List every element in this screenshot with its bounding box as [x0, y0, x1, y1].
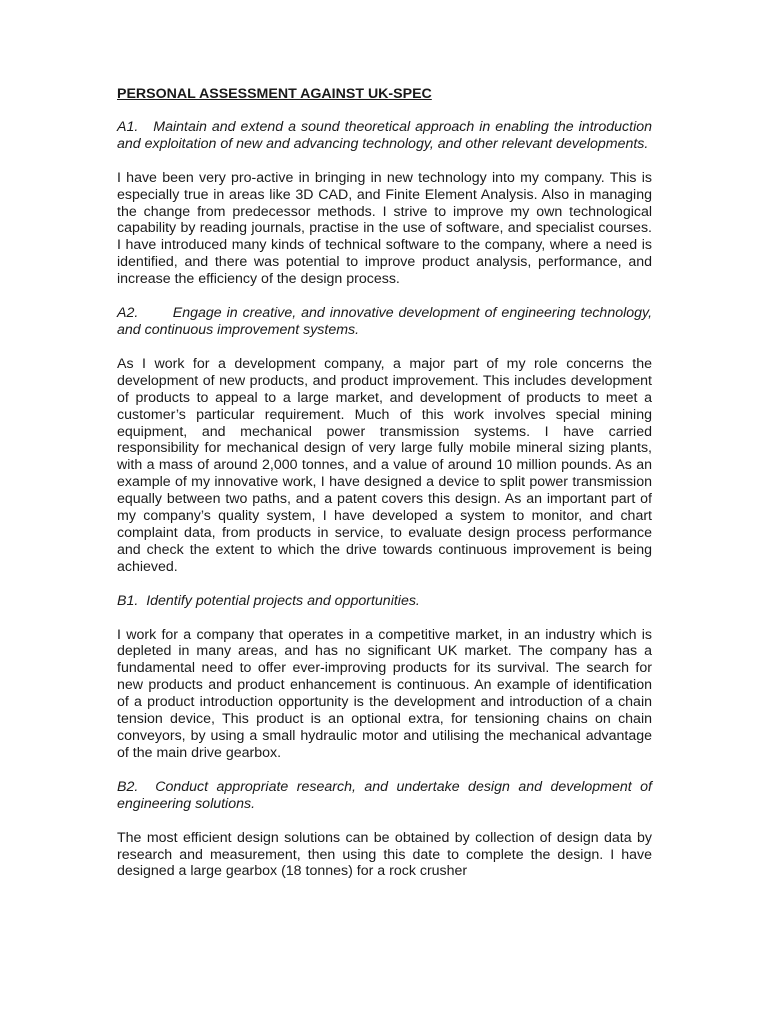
document-title: PERSONAL ASSESSMENT AGAINST UK-SPEC: [117, 86, 432, 102]
criterion-text: Identify potential projects and opportunities.: [146, 592, 420, 609]
response-paragraph-a1: I have been very pro-active in bringing in new technology into my company. This is especially true in areas like 3D CAD, and Finite Element Analysis. Also in managing the change from predecessor methods. I strive to improve my own technological capability by reading journals, practise in the use of software, and specialist courses. I have introduced many kinds of technical software to the company, where a need is identified, and there was potential to improve product analysis, performance, and increase the efficiency of the design process.: [117, 169, 652, 288]
criterion-text: Engage in creative, and innovative development of engineering technology, and continuous improvement systems.: [117, 305, 653, 338]
criterion-text: Maintain and extend a sound theoretical approach in enabling the introduction and exploitation of new and advancing technology, and other relevant developments.: [117, 118, 652, 152]
document-page: [117, 86, 652, 897]
criterion-code: B1.: [117, 592, 139, 609]
criterion-code: B2.: [117, 778, 139, 795]
response-paragraph-a2: As I work for a development company, a major part of my role concerns the development of new products, and product improvement. This includes development of products to appeal to a large market, and development of products to meet a customer’s particular requirement. Much of this work involves special mining equipment, and mechanical power transmission systems. I have carried responsibility for mechanical design of very large fully mobile mineral sizing plants, with a mass of around 2,000 tonnes, and a value of around 10 million pounds. As an example of my innovative work, I have designed a device to split power transmission equally between two paths, and a patent covers this design. As an important part of my company’s quality system, I have developed a system to monitor, and chart complaint data, from products in service, to evaluate design process performance and check the extent to which the drive towards continuous improvement is being achieved.: [117, 355, 652, 575]
criterion-b1: [117, 593, 652, 610]
criterion-a2: [117, 305, 652, 339]
criterion-text: Conduct appropriate research, and undertake design and development of engineering solutions.: [117, 778, 652, 812]
criterion-code: A1.: [117, 118, 139, 135]
criterion-code: A2.: [117, 305, 139, 322]
criterion-b2: [117, 779, 652, 813]
criterion-a1: [117, 119, 652, 153]
response-paragraph-b2: The most efficient design solutions can be obtained by collection of design data by research and measurement, then using this date to complete the design. I have designed a large gearbox (18 tonnes) for a rock crusher: [117, 829, 652, 880]
response-paragraph-b1: I work for a company that operates in a competitive market, in an industry which is depleted in many areas, and has no significant UK market. The company has a fundamental need to offer ever-improving products for its survival. The search for new products and product enhancement is continuous. An example of identification of a product introduction opportunity is the development and introduction of a chain tension device, This product is an optional extra, for tensioning chains on chain conveyors, by using a small hydraulic motor and utilising the mechanical advantage of the main drive gearbox.: [117, 626, 652, 761]
